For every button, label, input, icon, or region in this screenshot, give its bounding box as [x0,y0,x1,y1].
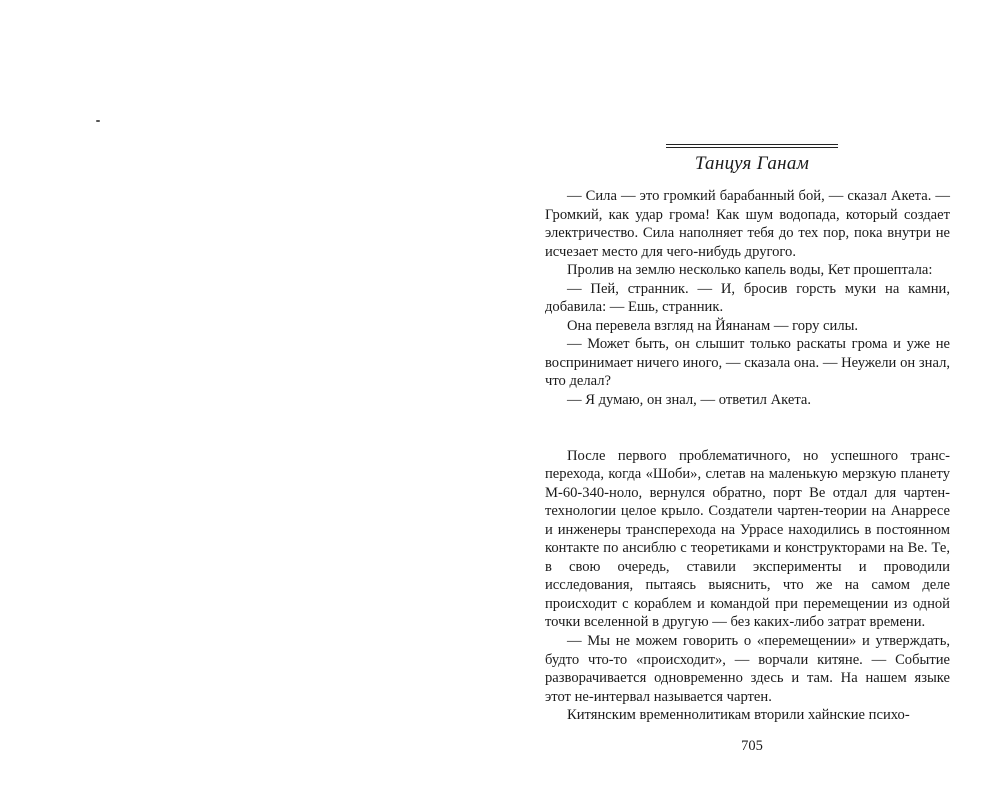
header-rule [666,144,838,145]
paragraph: — Может быть, он слышит только раскаты грома и уже не воспринимает ничего иного, — сказала она. — Неужели он знал, что делал? [545,336,950,390]
scan-speck [96,120,100,122]
paragraph: — Сила — это громкий барабанный бой, — сказал Акета. — Громкий, как удар грома! Как шум водопада, который создает электричество. Сила наполняет тебя до тех пор, пока внутри не исчезает место для чего-нибудь другого. [545,188,950,260]
paragraph: — Пей, странник. — И, бросив горсть муки на камни, добавила: — Ешь, странник. [545,280,950,316]
right-page [504,0,1008,800]
running-head: Танцуя Ганам [694,153,810,174]
body-text [545,187,950,725]
paragraph: — Я думаю, он знал, — ответил Акета. [567,392,812,409]
header-rule [666,147,838,148]
paragraph: Она перевела взгляд на Йянанам — гору силы. [567,317,859,334]
paragraph: Пролив на землю несколько капель воды, Кет прошептала: [567,262,933,279]
paragraph: — Мы не можем говорить о «перемещении» и утверждать, будто что-то «происходит», — ворчали китяне. — Событие разворачивается одновременно здесь и там. На нашем языке этот не-интервал называется чартен. [545,633,950,705]
paragraph: После первого проблематичного, но успешного транс-перехода, когда «Шоби», слетав на маленькую мерзкую планету М-60-340-ноло, вернулся обратно, порт Ве отдал для чартен-технологии целое крыло. Создатели чартен-теории на Анарресе и инженеры трансперехода на Уррасе находились в постоянном контакте по ансиблю с теоретиками и конструкторами на Ве. Те, в свою очередь, ставили эксперименты и проводили исследования, пытаясь выяснить, что же на самом деле происходит с кораблем и командой при перемещении из одной точки вселенной в другую — без каких-либо затрат времени. [545,447,950,631]
page-number: 705 [741,738,763,754]
paragraph: Китянским временнолитикам вторили хайнские психо- [567,707,910,724]
